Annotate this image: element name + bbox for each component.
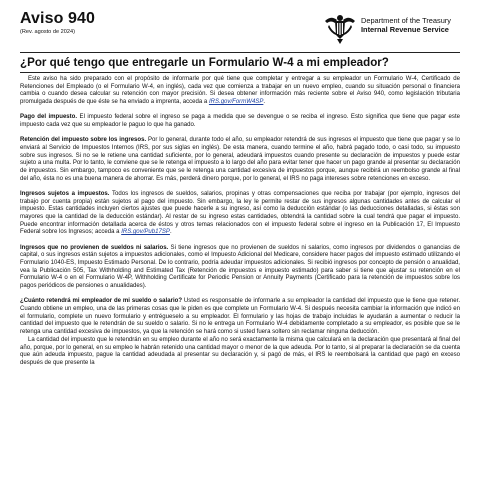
pub17sp-link[interactable]: IRS.gov/Pub17SP	[121, 229, 170, 236]
section-cantidad	[20, 337, 460, 368]
section-ingresos	[20, 191, 460, 237]
section-pago-heading: Pago del impuesto.	[20, 114, 78, 121]
intro-text: Este aviso ha sido preparado con el propósito de informarle por qué tiene que completar y entregar a su empleador un Formulario W-4, Certificado de Retenciones del Empleado (o el Formulario W-4, en inglés), cada vez que comienza a trabajar en un nuevo empleo, cuando su situación personal o financiera cambia o cuando desea calcular su retención con mayor precisión. Si desea obtener información más reciente sobre el Aviso 940, como legislación tributaria promulgada después de que éste se ha enviado a imprenta, acceda a	[20, 76, 460, 106]
agency-name: Internal Revenue Service	[361, 25, 449, 34]
main-heading: ¿Por qué tengo que entregarle un Formulario W-4 a mi empleador?	[20, 56, 389, 69]
agency-department: Department of the Treasury	[361, 16, 451, 25]
section-otros-text: Si tiene ingresos que no provienen de sueldos ni salarios, como ingresos por dividendos o ganancias de capital, o sus ingresos están sujetos a impuestos adicionales, como el Impuesto Adicional del Medicare, considere hacer pagos del impuesto estimado utilizando el Formulario 1040-ES, Impuesto Estimado Personal. De lo contrario, podría adeudar impuestos adicionales. Si recibió ingresos por concepto de pensión o anualidad, vea la Publicación 505, Tax Withholding and Estimated Tax (Retención de impuestos e impuesto estimado) para saber si tiene que ajustar su retención en el Formulario W-4 o en el Formulario W-4P, Withholding Certificate for Periodic Pension or Annuity Payments (Certificado para la retención de impuestos sobre los pagos periódicos de pensiones o anualidades).	[20, 244, 460, 290]
section-pago-text: El impuesto federal sobre el ingreso se paga a medida que se devengue o se reciba el ingreso. Esto significa que tiene que pagar este impuesto cada vez que su empleador le paguo lo que ha ganado.	[20, 114, 460, 129]
heading-divider	[20, 72, 460, 73]
section-retencion	[20, 137, 460, 183]
section-cuanto-text: Usted es responsable de informarle a su empleador la cantidad del impuesto que le tiene que retener. Cuando obtiene un empleo, una de las primeras cosas que le piden es que complete un Formulario W-4. Si después necesita cambiar la información que indicó en el formulario, complete un nuevo formulario y entrégueselo a su empleador. El formulario y las hojas de trabajo incluidas le ayudarán a aumentar o reducir la cantidad del impuesto que le retendrán de su sueldo o salario. Si no le entrega un Formulario W-4 debidamente completado a su empleador, es posible que se le retenga una cantidad excesiva de impuestos, ya que la retención se hará como si usted fuera soltero sin reclamar ninguna deducción.	[20, 298, 460, 336]
section-retencion-heading: Retención del impuesto sobre los ingresos.	[20, 137, 147, 144]
section-retencion-text: Por lo general, durante todo el año, su empleador retendrá de sus ingresos el impuesto que tiene que pagar y se lo enviará al Servicio de Impuestos Internos (IRS, por sus siglas en inglés). De esta manera, cuando termine el año, habrá pagado todo, o casi todo, su impuesto sobre sus ingresos. Si no se le retiene una cantidad suficiente, por lo general, adeudará impuestos cuando presente su declaración de impuestos y puede estar sujeto a una multa. Por lo tanto, le conviene que se le retenga el impuesto a lo largo del año para evitar tener que hacer un pago grande al presentar su declaración de impuestos. Sin embargo, tampoco es conveniente que se le retenga una cantidad excesiva de impuestos porque, aunque recibirá un reembolso grande al final del año, ésta no es una buena manera de ahorrar. Es más, perderá dinero porque, por lo general, el IRS no paga intereses sobre retenciones en exceso.	[20, 137, 460, 182]
notice-body	[20, 76, 460, 368]
section-ingresos-end: .	[169, 229, 172, 236]
intro-paragraph	[20, 76, 460, 107]
section-cuanto-heading: ¿Cuánto retendrá mi empleador de mi sueldo o salario?	[20, 298, 183, 305]
form-title: Aviso 940	[20, 10, 96, 27]
section-ingresos-heading: Ingresos sujetos a impuestos.	[20, 190, 110, 197]
irs-eagle-logo-icon	[323, 11, 357, 45]
header-divider	[20, 52, 460, 53]
page-header	[20, 10, 460, 52]
section-cantidad-text: La cantidad del impuesto que le retendrán en su empleo durante el año no será exactamente la misma que calculará en la declaración que presentará al final del año, porque, por lo general, en su empleo le habrán retenido una cantidad mayor o menor de la que adeuda. Por lo tanto, si al preparar la declaración se da cuenta que aún adeuda impuesto, pague la cantidad adeudada al presentar su declaración y, si pagó de más, el IRS le reembolsará la cantidad que pagó en exceso después de que presente la	[20, 336, 460, 366]
section-otros-heading: Ingresos que no provienen de sueldos ni salarios.	[20, 244, 169, 251]
section-pago	[20, 114, 460, 129]
section-ingresos-text: Todos los ingresos de sueldos, salarios, propinas y otras compensaciones que reciba por trabajar (por ejemplo, ingresos del trabajo por cuenta propia) están sujetos al pago del impuesto. Sin embargo, la ley le permite restar de sus ingresos algunas cantidades antes de calcular el impuesto. Estas cantidades incluyen ciertos ajustes que puede hacerle a su ingreso, así como la deducción estándar (o las deducciones detalladas, si éstas son mayores que la cantidad de la deducción estándar). Al restar de su ingreso estas cantidades, obtendrá la cantidad sobre la cual tendrá que pagar el impuesto. Puede encontrar información detallada acerca de éstos y otros temas relacionados con el impuesto federal sobre el ingreso en la Publicación 17, El Impuesto Federal sobre los Ingresos; acceda a	[20, 190, 461, 236]
form-revision: (Rev. agosto de 2024)	[20, 29, 75, 35]
section-cuanto	[20, 298, 460, 337]
intro-end: .	[263, 99, 266, 106]
section-otros	[20, 245, 460, 291]
form-w4sp-link[interactable]: IRS.gov/FormW4SP	[208, 99, 264, 106]
